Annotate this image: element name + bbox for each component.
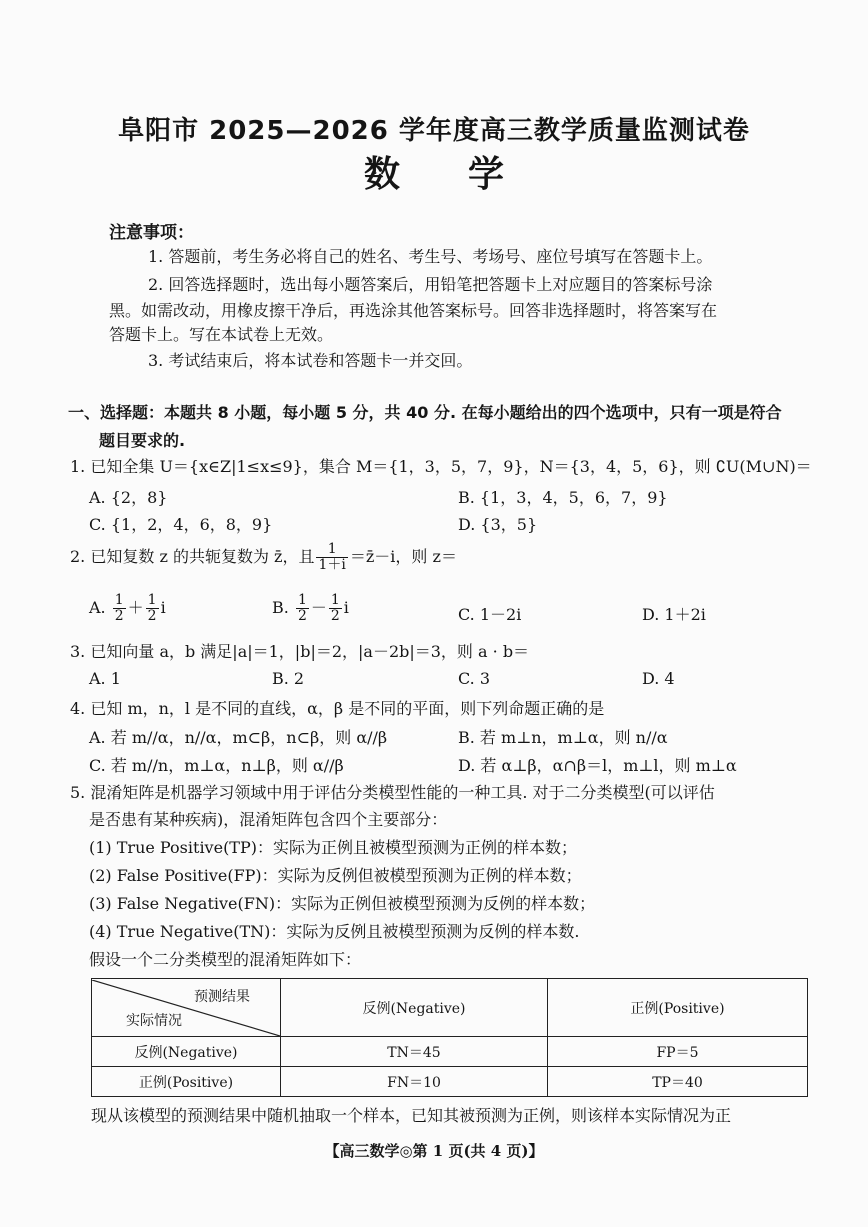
frac-den: 2 <box>114 608 124 624</box>
table-row <box>92 1037 808 1067</box>
notice-line-4: 答题卡上。写在本试卷上无效。 <box>109 325 334 344</box>
notice-line-1: 1. 答题前，考生务必将自己的姓名、考生号、考场号、座位号填写在答题卡上。 <box>148 247 713 266</box>
row-label-positive: 正例(Positive) <box>92 1067 281 1097</box>
q2-b-op: － <box>310 598 327 617</box>
q2-frac-num: 1 <box>316 542 347 558</box>
q2-b-frac2 <box>329 593 342 624</box>
q2-b-tail: i <box>343 598 349 617</box>
q3-option-b: B. 2 <box>272 669 305 688</box>
section-heading-cont: 题目要求的. <box>99 431 186 450</box>
q2-option-d: D. 1＋2i <box>642 605 706 624</box>
q1-option-c: C. {1，2，4，6，8，9} <box>89 515 273 534</box>
q4-option-d: D. 若 α⊥β，α∩β＝l，m⊥l，则 m⊥α <box>458 756 737 775</box>
cell-tp: TP＝40 <box>548 1067 808 1097</box>
table-corner-cell <box>92 979 281 1037</box>
q5-item-tn: (4) True Negative(TN)：实际为反例且被模型预测为反例的样本数. <box>89 922 580 941</box>
q2-a-frac1 <box>113 593 126 624</box>
q2-stem <box>70 542 457 573</box>
q3-option-a: A. 1 <box>89 669 121 688</box>
q4-stem: 4. 已知 m，n，l 是不同的直线，α，β 是不同的平面，则下列命题正确的是 <box>70 699 605 718</box>
q1-stem: 1. 已知全集 U＝{x∈Z|1≤x≤9}，集合 M＝{1，3，5，7，9}，N＝{3，4，5，6}，则 ∁U(M∪N)＝ <box>70 457 812 476</box>
q2-b-label: B. <box>272 598 289 617</box>
frac-num: 1 <box>114 592 124 608</box>
q2-stem-post: ＝z̄－i，则 z＝ <box>349 547 457 566</box>
frac-den: 2 <box>297 608 307 624</box>
col-header-negative: 反例(Negative) <box>281 979 548 1037</box>
q4-option-c: C. 若 m//n，m⊥α，n⊥β，则 α//β <box>89 756 344 775</box>
q5-item-fn: (3) False Negative(FN)：实际为正例但被模型预测为反例的样本数； <box>89 894 596 913</box>
q5-item-tp: (1) True Positive(TP)：实际为正例且被模型预测为正例的样本数； <box>89 838 577 857</box>
q3-option-c: C. 3 <box>458 669 491 688</box>
q3-stem: 3. 已知向量 a，b 满足|a|＝1，|b|＝2，|a－2b|＝3，则 a · b＝ <box>70 642 530 661</box>
cell-fp: FP＝5 <box>548 1037 808 1067</box>
page-footer: 【高三数学◎第 1 页(共 4 页)】 <box>324 1142 544 1160</box>
q1-option-b: B. {1，3，4，5，6，7，9} <box>458 488 668 507</box>
q1-option-a: A. {2，8} <box>89 488 168 507</box>
notice-line-2: 2. 回答选择题时，选出每小题答案后，用铅笔把答题卡上对应题目的答案标号涂 <box>148 275 713 294</box>
corner-actual-label: 实际情况 <box>126 1012 182 1029</box>
q5-stem-line1: 5. 混淆矩阵是机器学习领域中用于评估分类模型性能的一种工具. 对于二分类模型(可以评估 <box>70 783 715 802</box>
frac-den: 2 <box>330 608 340 624</box>
table-header-row <box>92 979 808 1037</box>
frac-num: 1 <box>147 592 157 608</box>
q5-tail: 现从该模型的预测结果中随机抽取一个样本，已知其被预测为正例，则该样本实际情况为正 <box>91 1106 732 1125</box>
frac-num: 1 <box>297 592 307 608</box>
q2-option-a <box>89 593 166 624</box>
row-label-negative: 反例(Negative) <box>92 1037 281 1067</box>
q2-b-frac1 <box>296 593 309 624</box>
col-header-positive: 正例(Positive) <box>548 979 808 1037</box>
notice-line-3: 黑。如需改动，用橡皮擦干净后，再选涂其他答案标号。回答非选择题时，将答案写在 <box>109 301 718 320</box>
q5-stem-line2: 是否患有某种疾病)，混淆矩阵包含四个主要部分： <box>89 810 448 829</box>
q3-option-d: D. 4 <box>642 669 675 688</box>
q2-a-op: ＋ <box>127 598 144 617</box>
q5-item-fp: (2) False Positive(FP)：实际为反例但被模型预测为正例的样本数； <box>89 866 582 885</box>
cell-tn: TN＝45 <box>281 1037 548 1067</box>
q2-option-b <box>272 593 349 624</box>
table-row <box>92 1067 808 1097</box>
q2-stem-pre: 2. 已知复数 z 的共轭复数为 z̄，且 <box>70 547 315 566</box>
notice-heading: 注意事项： <box>109 223 194 243</box>
q5-table-intro: 假设一个二分类模型的混淆矩阵如下： <box>89 950 362 969</box>
q2-a-frac2 <box>146 593 159 624</box>
corner-predicted-label: 预测结果 <box>194 988 250 1005</box>
notice-line-5: 3. 考试结束后，将本试卷和答题卡一并交回。 <box>148 351 473 370</box>
section-heading: 一、选择题：本题共 8 小题，每小题 5 分，共 40 分. 在每小题给出的四个选项中，只有一项是符合 <box>68 403 782 422</box>
cell-fn: FN＝10 <box>281 1067 548 1097</box>
frac-num: 1 <box>330 592 340 608</box>
q4-option-b: B. 若 m⊥n，m⊥α，则 n//α <box>458 728 668 747</box>
q2-fraction <box>316 542 347 573</box>
frac-den: 2 <box>147 608 157 624</box>
q1-option-d: D. {3，5} <box>458 515 538 534</box>
subject-title: 数学 <box>363 154 572 195</box>
confusion-matrix-table <box>91 978 808 1097</box>
q2-a-tail: i <box>160 598 166 617</box>
q2-frac-den: 1＋i <box>318 557 346 573</box>
diagonal-line <box>92 980 280 1036</box>
q2-a-label: A. <box>89 598 106 617</box>
exam-title: 阜阳市 2025—2026 学年度高三教学质量监测试卷 <box>118 116 750 146</box>
q2-option-c: C. 1－2i <box>458 605 522 624</box>
q4-option-a: A. 若 m//α，n//α，m⊂β，n⊂β，则 α//β <box>89 728 388 747</box>
